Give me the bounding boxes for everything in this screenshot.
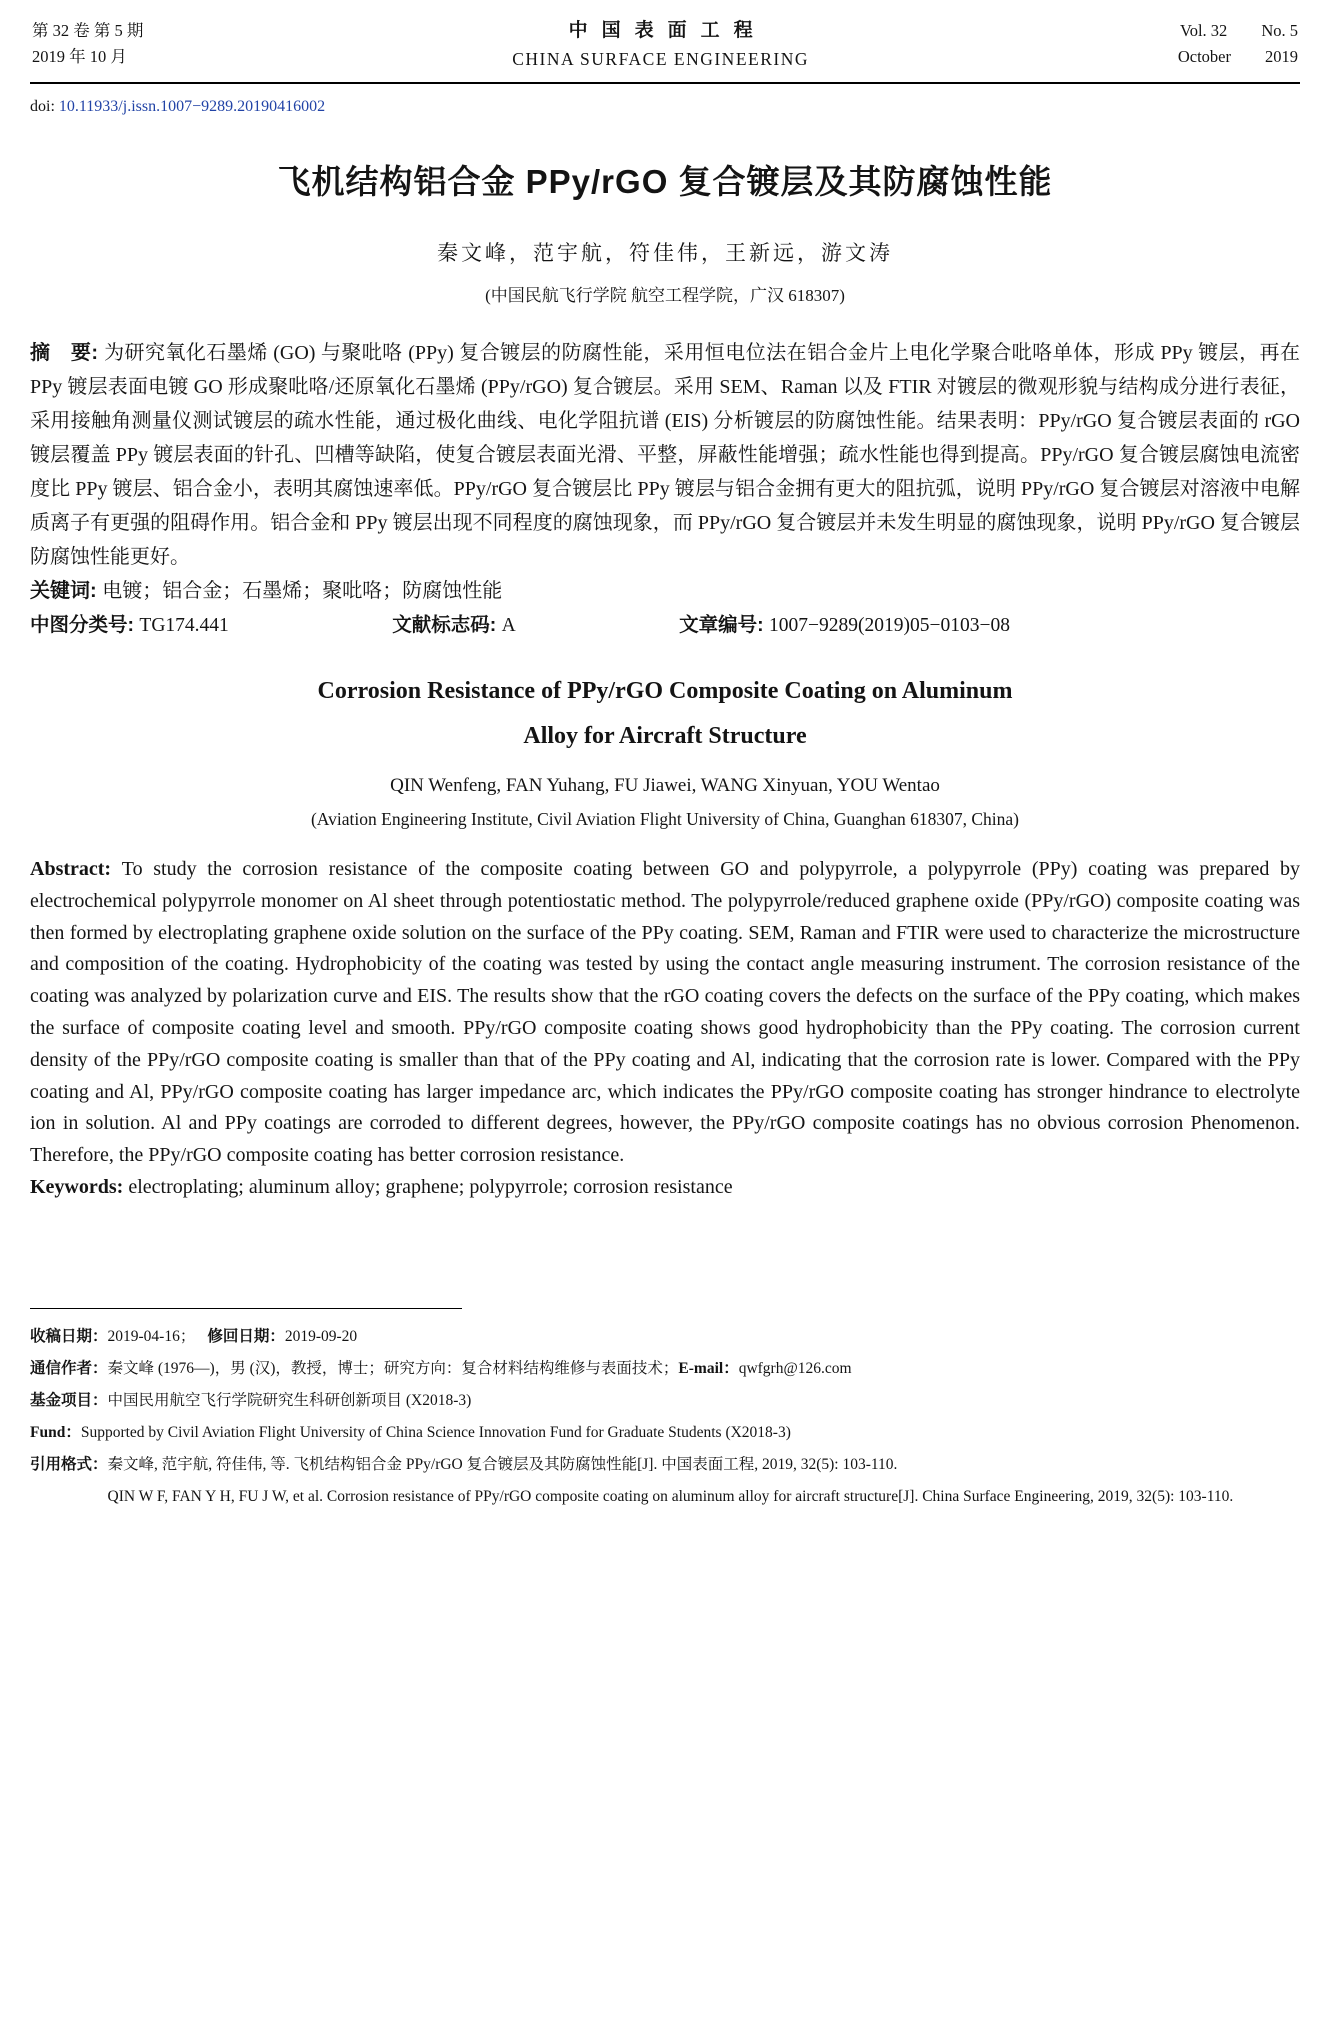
month-en: October bbox=[1177, 47, 1231, 66]
paper-title-en-line1: Corrosion Resistance of PPy/rGO Composite Coating on Aluminum bbox=[317, 678, 1013, 704]
abstract-en-label: Abstract: bbox=[30, 858, 122, 880]
authors-cn: 秦文峰，范宇航，符佳伟，王新远，游文涛 bbox=[437, 241, 893, 265]
affiliation-cn: (中国民航飞行学院 航空工程学院，广汉 618307) bbox=[485, 286, 845, 305]
issue-en: No. 5 bbox=[1261, 21, 1298, 40]
paper-title-en bbox=[30, 669, 1300, 759]
citation-body bbox=[108, 1449, 1300, 1513]
issue-date-cn: 2019 年 10 月 bbox=[32, 47, 127, 66]
header-vol-row bbox=[1178, 18, 1298, 44]
footnote-fund-en bbox=[30, 1417, 1300, 1449]
document-code-label: 文献标志码: bbox=[392, 614, 502, 636]
header-vol-info bbox=[1178, 18, 1298, 70]
affiliation-en: (Aviation Engineering Institute, Civil Aviation Flight University of China, Guanghan 618307, China) bbox=[310, 809, 1019, 829]
abstract-cn bbox=[30, 336, 1300, 574]
paper-title-cn: 飞机结构铝合金 PPy/rGO 复合镀层及其防腐蚀性能 bbox=[277, 163, 1053, 200]
header-issue-info bbox=[32, 18, 143, 70]
email-value: qwfgrh@126.com bbox=[738, 1359, 852, 1377]
header-date-row bbox=[1178, 44, 1298, 70]
article-id-value: 1007−9289(2019)05−0103−08 bbox=[769, 615, 1010, 636]
volume-issue-cn: 第 32 卷 第 5 期 bbox=[32, 21, 144, 40]
keywords-cn-body: 电镀；铝合金；石墨烯；聚吡咯；防腐蚀性能 bbox=[102, 580, 503, 602]
fund-en-value: Supported by Civil Aviation Flight University of China Science Innovation Fund for Graduate Students (X2018-3) bbox=[80, 1423, 791, 1441]
fund-cn-label: 基金项目： bbox=[30, 1391, 108, 1409]
citation-label: 引用格式： bbox=[30, 1455, 108, 1473]
article-id bbox=[679, 608, 1010, 643]
keywords-en bbox=[30, 1172, 1300, 1204]
journal-name-cn: 中国表面工程 bbox=[568, 20, 767, 41]
journal-header bbox=[30, 14, 1300, 84]
abstract-cn-label: 摘 要: bbox=[30, 342, 105, 364]
abstract-cn-body: 为研究氧化石墨烯 (GO) 与聚吡咯 (PPy) 复合镀层的防腐性能，采用恒电位法在铝合金片上电化学聚合吡咯单体，形成 PPy 镀层，再在 PPy 镀层表面电镀 GO 形成聚吡咯/还原氧化石墨烯 (PPy/rGO) 复合镀层。采用 SEM、Raman 以及 FTIR 对镀层的微观形貌与结构成分进行表征，采用接触角测量仪测试镀层的疏水性能，通过极化曲线、电化学阻抗谱 (EIS) 分析镀层的防腐蚀性能。结果表明：PPy/rGO 复合镀层表面的 rGO 镀层覆盖 PPy 镀层表面的针孔、凹槽等缺陷，使复合镀层表面光滑、平整，屏蔽性能增强；疏水性能也得到提高。PPy/rGO 复合镀层腐蚀电流密度比 PPy 镀层、铝合金小，表明其腐蚀速率低。PPy/rGO 复合镀层比 PPy 镀层与铝合金拥有更大的阻抗弧，说明 PPy/rGO 复合镀层对溶液中电解质离子有更强的阻碍作用。铝合金和 PPy 镀层出现不同程度的腐蚀现象，而 PPy/rGO 复合镀层并未发生明显的腐蚀现象，说明 PPy/rGO 复合镀层防腐蚀性能更好。 bbox=[30, 342, 1300, 568]
abstract-en-body: To study the corrosion resistance of the composite coating between GO and polypyrrole, a polypyrrole (PPy) coating was prepared by electrochemical polypyrrole monomer on Al sheet through potentiostatic method. The polypyrrole/reduced graphene oxide (PPy/rGO) composite coating was then formed by electroplating graphene oxide solution on the surface of the PPy coating. SEM, Raman and FTIR were used to characterize the microstructure and composition of the coating. Hydrophobicity of the coating was tested by using the contact angle measuring instrument. The corrosion resistance of the coating was analyzed by polarization curve and EIS. The results show that the rGO coating covers the defects on the surface of the PPy coating, which makes the surface of composite coating level and smooth. PPy/rGO composite coating shows good hydrophobicity than the PPy coating. The corrosion current density of the PPy/rGO composite coating is smaller than that of the PPy coating and Al, indicating that the corrosion rate is lower. Compared with the PPy coating and Al, PPy/rGO composite coating has larger impedance arc, which indicates the PPy/rGO composite coating has stronger hindrance to electrolyte ion in solution. Al and PPy coatings are corroded to different degrees, however, the PPy/rGO composite coatings has no obvious corrosion Phenomenon. Therefore, the PPy/rGO composite coating has better corrosion resistance. bbox=[30, 858, 1300, 1167]
authors-en: QIN Wenfeng, FAN Yuhang, FU Jiawei, WANG Xinyuan, YOU Wentao bbox=[390, 775, 940, 796]
abstract-en bbox=[30, 854, 1300, 1172]
document-code bbox=[392, 608, 516, 643]
revised-date-label: 修回日期： bbox=[207, 1327, 285, 1345]
revised-date-value: 2019-09-20 bbox=[284, 1327, 358, 1345]
keywords-en-label: Keywords: bbox=[30, 1175, 129, 1198]
footnote-divider bbox=[30, 1308, 462, 1309]
corresponding-author-value: 秦文峰 (1976—)，男 (汉)，教授，博士；研究方向：复合材料结构维修与表面技术； bbox=[107, 1359, 679, 1377]
doi-link[interactable]: 10.11933/j.issn.1007−9289.20190416002 bbox=[58, 98, 326, 115]
footnote bbox=[30, 1321, 1300, 1513]
clc-number bbox=[30, 608, 229, 643]
classification-row bbox=[30, 608, 1010, 643]
volume-en: Vol. 32 bbox=[1179, 21, 1228, 40]
footnote-citation bbox=[30, 1449, 1300, 1513]
fund-en-label: Fund： bbox=[30, 1423, 81, 1441]
keywords-cn-label: 关键词: bbox=[30, 580, 103, 602]
received-date-value: 2019-04-16； bbox=[107, 1327, 196, 1345]
received-date-label: 收稿日期： bbox=[30, 1327, 108, 1345]
footnote-dates bbox=[30, 1321, 1300, 1353]
email-label: E-mail： bbox=[678, 1359, 739, 1377]
footnote-corresponding-author bbox=[30, 1353, 1300, 1385]
year-en: 2019 bbox=[1264, 47, 1298, 66]
journal-name-en: CHINA SURFACE ENGINEERING bbox=[512, 49, 809, 69]
keywords-en-body: electroplating; aluminum alloy; graphene; polypyrrole; corrosion resistance bbox=[128, 1175, 733, 1198]
footnote-fund-cn bbox=[30, 1385, 1300, 1417]
document-code-value: A bbox=[501, 615, 516, 636]
clc-label: 中图分类号: bbox=[30, 614, 140, 636]
doi-label: doi: bbox=[30, 98, 59, 115]
keywords-cn bbox=[30, 574, 1300, 608]
header-journal-name bbox=[512, 18, 809, 72]
doi-line bbox=[30, 98, 1300, 116]
corresponding-author-label: 通信作者： bbox=[30, 1359, 108, 1377]
citation-en: QIN W F, FAN Y H, FU J W, et al. Corrosion resistance of PPy/rGO composite coating on aluminum alloy for aircraft structure[J]. China Surface Engineering, 2019, 32(5): 103-110. bbox=[107, 1487, 1234, 1505]
citation-cn: 秦文峰, 范宇航, 符佳伟, 等. 飞机结构铝合金 PPy/rGO 复合镀层及其防腐蚀性能[J]. 中国表面工程, 2019, 32(5): 103-110. bbox=[107, 1455, 898, 1473]
article-id-label: 文章编号: bbox=[679, 614, 770, 636]
paper-title-en-line2: Alloy for Aircraft Structure bbox=[523, 723, 807, 749]
clc-value: TG174.441 bbox=[139, 615, 229, 636]
fund-cn-value: 中国民用航空飞行学院研究生科研创新项目 (X2018-3) bbox=[107, 1391, 472, 1409]
